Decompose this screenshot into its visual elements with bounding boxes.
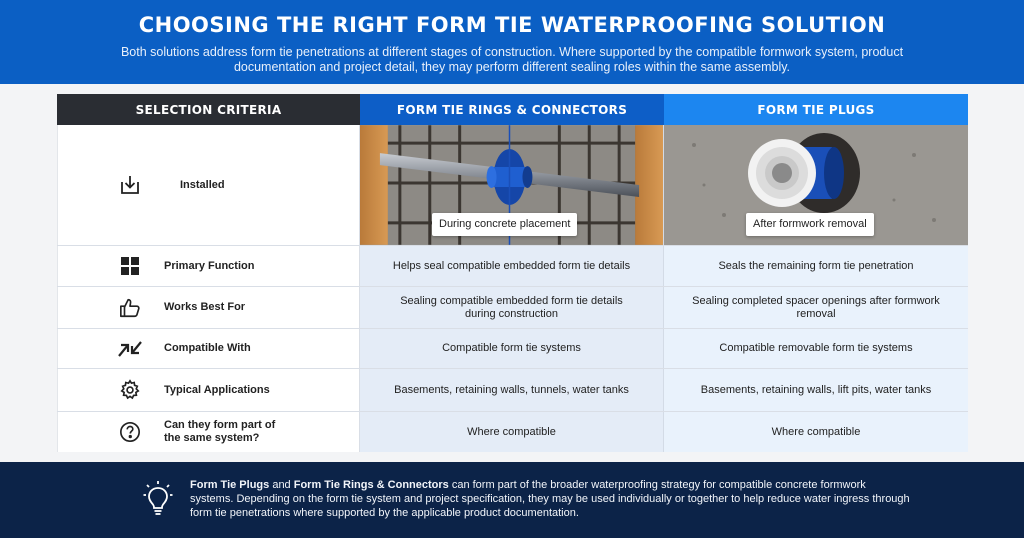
- plugs-compatible-with: Compatible removable form tie systems: [664, 329, 968, 368]
- plugs-typical-applications: Basements, retaining walls, lift pits, water tanks: [664, 369, 968, 411]
- table-row-typical-applications: [57, 369, 968, 412]
- header-form-tie-plugs: FORM TIE PLUGS: [664, 94, 968, 125]
- header-form-tie-rings: FORM TIE RINGS & CONNECTORS: [360, 94, 664, 125]
- arrows-in-icon: [100, 340, 160, 358]
- criteria-label: Compatible With: [164, 342, 251, 354]
- thumbs-up-icon: [100, 297, 160, 319]
- criteria-label: Typical Applications: [164, 383, 270, 396]
- footer-body: can form part of the broader waterproofing strategy for compatible concrete formwork systems. Depending on the form tie system and project specification, they may be used individually or together to help reduce water ingress through form tie penetrations where supported by the applicable product documentation.: [190, 479, 910, 519]
- rings-works-best-for: Sealing compatible embedded form tie details during construction: [360, 287, 664, 328]
- criteria-primary-function: [57, 246, 360, 286]
- table-row-primary-function: [57, 246, 968, 287]
- criteria-installed: [57, 125, 360, 245]
- download-tray-icon: [100, 173, 160, 197]
- table-row-compatible-with: [57, 329, 968, 369]
- plugs-primary-function: Seals the remaining form tie penetration: [664, 246, 968, 286]
- rings-compatible-with: Compatible form tie systems: [360, 329, 664, 368]
- criteria-compatible-with: [57, 329, 360, 368]
- plugs-installed-badge: After formwork removal: [746, 213, 874, 236]
- criteria-label: Installed: [180, 178, 225, 191]
- rings-same-system: Where compatible: [360, 412, 664, 452]
- page-title: CHOOSING THE RIGHT FORM TIE WATERPROOFING SOLUTION: [138, 13, 886, 37]
- table-row-works-best-for: [57, 287, 968, 329]
- rings-primary-function: Helps seal compatible embedded form tie details: [360, 246, 664, 286]
- table-header-row: [57, 94, 968, 125]
- rings-typical-applications: Basements, retaining walls, tunnels, water tanks: [360, 369, 664, 411]
- criteria-label: Primary Function: [164, 259, 255, 272]
- footer-and: and: [269, 479, 294, 491]
- comparison-table: [57, 94, 968, 452]
- criteria-same-system: [57, 412, 360, 452]
- table-row-installed: [57, 125, 968, 246]
- footer-bold-rings: Form Tie Rings & Connectors: [293, 479, 449, 491]
- criteria-works-best-for: [57, 287, 360, 328]
- table-row-same-system: [57, 412, 968, 452]
- question-icon: [100, 421, 160, 443]
- lightbulb-icon: [143, 480, 173, 523]
- footer-bold-plugs: Form Tie Plugs: [190, 479, 270, 491]
- page-subtitle: Both solutions address form tie penetrations at different stages of construction. Where supported by the compatible formwork system, product documentation and project detail, they may perform different sealing roles within the same assembly.: [120, 45, 904, 74]
- gear-icon: [100, 379, 160, 401]
- criteria-label: Works Best For: [164, 301, 246, 313]
- plugs-image: [664, 125, 968, 245]
- criteria-typical-applications: [57, 369, 360, 411]
- criteria-label: Can they form part of the same system?: [164, 419, 276, 444]
- footer-text: [190, 478, 910, 520]
- plugs-same-system: Where compatible: [664, 412, 968, 452]
- rings-image: [360, 125, 664, 245]
- footer-banner: [0, 462, 1024, 538]
- plugs-works-best-for: Sealing completed spacer openings after formwork removal: [664, 287, 968, 328]
- grid-icon: [100, 256, 160, 276]
- rings-installed-badge: During concrete placement: [432, 213, 577, 236]
- header-selection-criteria: SELECTION CRITERIA: [57, 94, 360, 125]
- header-banner: [0, 0, 1024, 84]
